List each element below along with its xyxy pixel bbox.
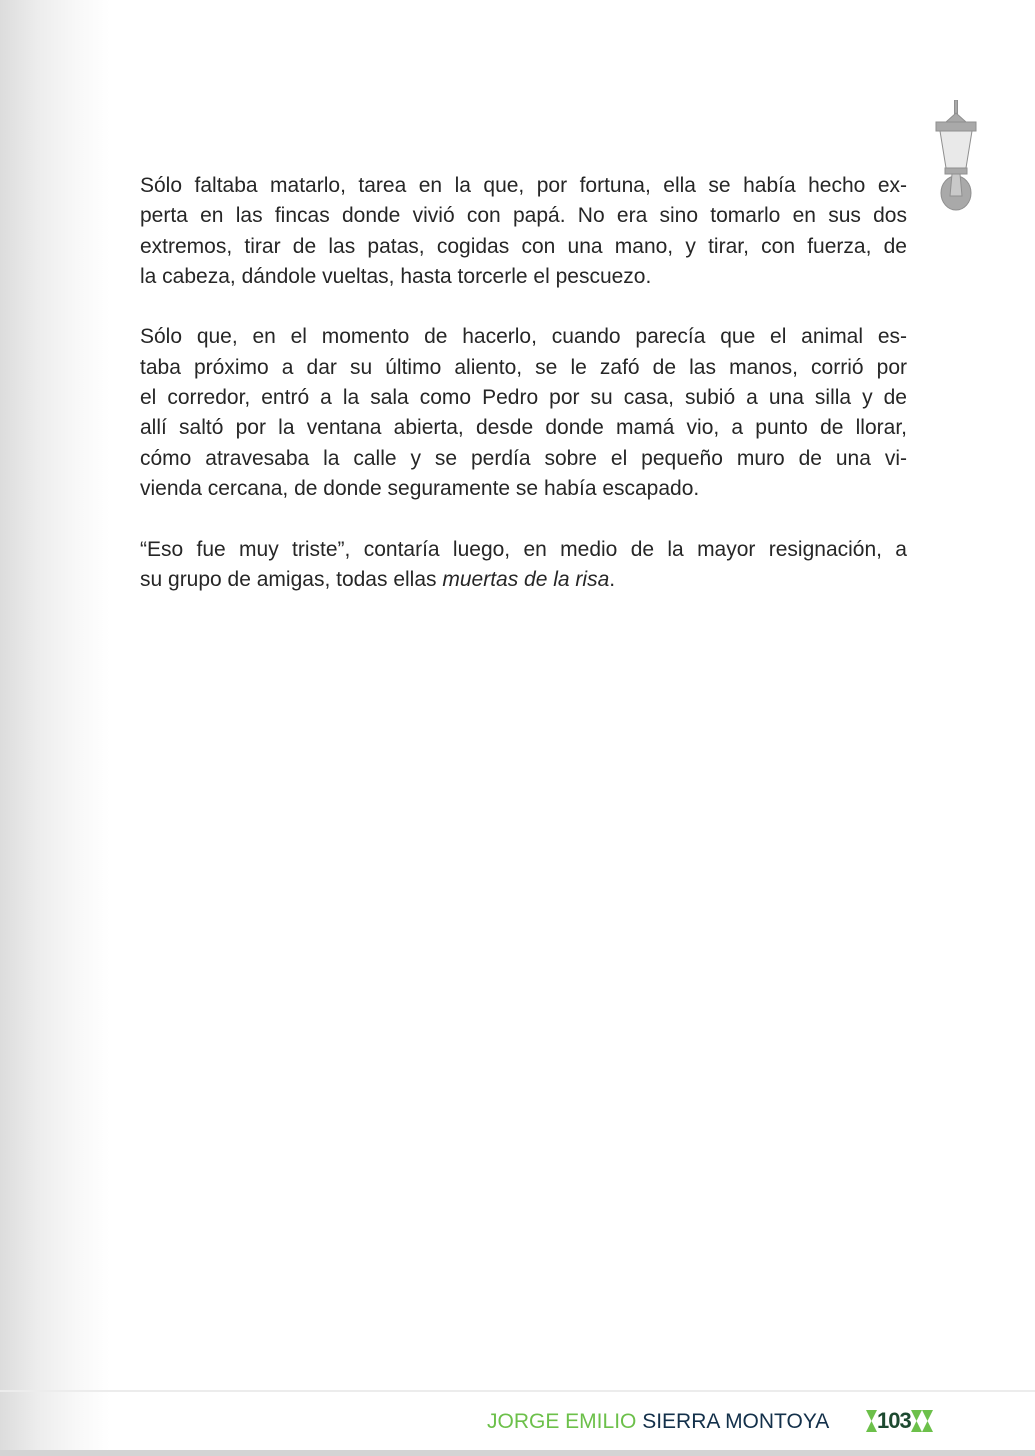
text-line: perta en las fincas donde vivió con papá. No era sino tomarlo en sus dos (140, 204, 907, 228)
text-line: allí saltó por la ventana abierta, desde donde mamá vio, a punto de llorar, (140, 416, 907, 440)
author-first-name: JORGE EMILIO (487, 1410, 637, 1433)
hourglass-icon (911, 1410, 922, 1432)
text-line: vienda cercana, de donde seguramente se había escapado. (140, 476, 700, 500)
body-text (140, 171, 907, 625)
text-italic: muertas de la risa (442, 567, 610, 591)
text-line: el corredor, entró a la sala como Pedro por su casa, subió a una silla y de (140, 386, 907, 410)
text-line: “Eso fue muy triste”, contaría luego, en medio de la mayor resignación, a (140, 537, 907, 561)
text-line: Sólo que, en el momento de hacerlo, cuando parecía que el animal es- (140, 325, 907, 349)
page-number-text: 103 (877, 1408, 911, 1433)
paragraph-3 (140, 535, 907, 596)
paragraph-2 (140, 322, 907, 504)
page-gutter-shadow (0, 0, 110, 1456)
street-lamp-icon (932, 100, 980, 215)
page-number (866, 1408, 933, 1434)
text-line: extremos, tirar de las patas, cogidas con una mano, y tirar, con fuerza, de (140, 234, 907, 258)
text-plain: su grupo de amigas, todas ellas (140, 567, 443, 591)
hourglass-icon (922, 1410, 933, 1432)
text-plain: . (609, 567, 616, 591)
paragraph-1 (140, 171, 907, 292)
text-line: Sólo faltaba matarlo, tarea en la que, por fortuna, ella se había hecho ex- (140, 174, 907, 197)
page-bottom-edge (0, 1450, 1035, 1456)
text-line: cómo atravesaba la calle y se perdía sobre el pequeño muro de una vi- (140, 446, 907, 470)
author-last-name: SIERRA MONTOYA (642, 1410, 830, 1433)
text-line: la cabeza, dándole vueltas, hasta torcerle el pescuezo. (140, 264, 652, 288)
text-line: taba próximo a dar su último aliento, se le zafó de las manos, corrió por (140, 355, 907, 379)
text-line (140, 565, 907, 595)
hourglass-icon (866, 1410, 877, 1432)
footer-divider (0, 1390, 1035, 1392)
footer-author (487, 1410, 829, 1434)
